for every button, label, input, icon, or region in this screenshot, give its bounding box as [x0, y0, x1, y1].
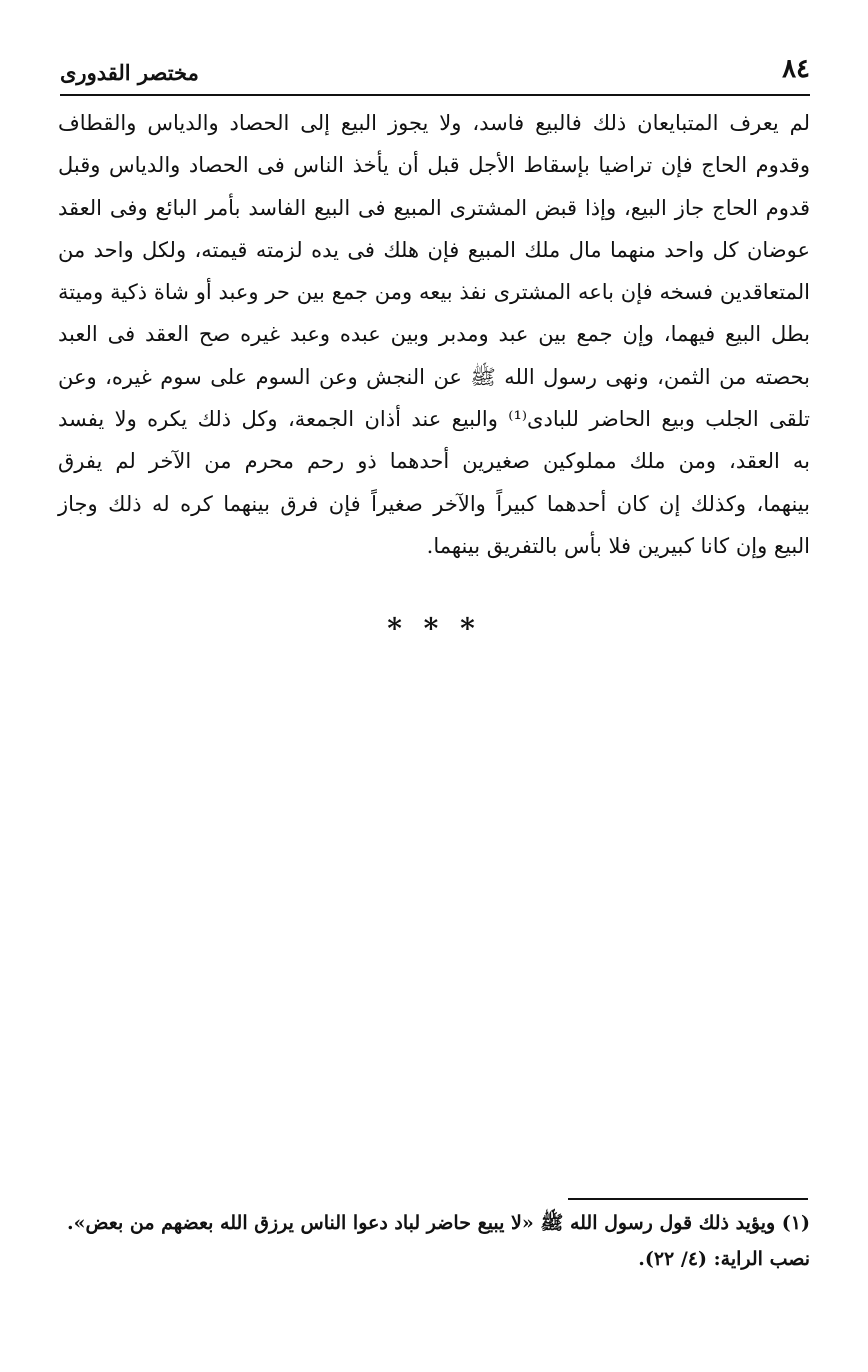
- text-line: بطل البيع فيهما، وإن جمع بين عبد ومدبر وبين عبده وعبد غيره صح العقد فى العبد: [58, 322, 810, 347]
- footnotes: [60, 1205, 810, 1277]
- footnote-line: نصب الراية: (٤/ ٢٢).: [638, 1248, 810, 1270]
- footnote-line: (١) ويؤيد ذلك قول رسول الله ﷺ «لا يبيع حاضر لباد دعوا الناس يرزق الله بعضهم من بعض».: [67, 1212, 810, 1234]
- text-line: به العقد، ومن ملك مملوكين صغيرين أحدهما ذو رحم محرم من الآخر لم يفرق: [58, 449, 810, 474]
- text-line: تلقى الجلب وبيع الحاضر للبادى⁽¹⁾ والبيع عند أذان الجمعة، وكل ذلك يكره ولا يفسد: [58, 407, 810, 432]
- text-line: المتعاقدين فسخه فإن باعه المشترى نفذ بيعه ومن جمع بين حر وعبد أو شاة ذكية وميتة: [58, 280, 810, 305]
- main-text: [58, 102, 810, 567]
- section-separator: * * *: [387, 612, 481, 645]
- text-line: قدوم الحاج جاز البيع، وإذا قبض المشترى المبيع فى البيع الفاسد بأمر البائع وفى العقد: [58, 195, 811, 220]
- text-line: بحصته من الثمن، ونهى رسول الله ﷺ عن النجش وعن السوم على سوم غيره، وعن: [58, 364, 810, 389]
- text-line: البيع وإن كانا كبيرين فلا بأس بالتفريق بينهما.: [426, 533, 810, 558]
- running-title: مختصر القدورى: [60, 60, 199, 85]
- text-line: بينهما، وكذلك إن كان أحدهما كبيراً والآخر صغيراً فإن فرق بينهما كره له ذلك وجاز: [58, 491, 810, 516]
- footnote-divider: [568, 1198, 808, 1200]
- page-number: ٨٤: [782, 54, 810, 84]
- page-header: [60, 52, 810, 96]
- text-line: لم يعرف المتبايعان ذلك فالبيع فاسد، ولا يجوز البيع إلى الحصاد والدياس والقطاف: [58, 111, 810, 135]
- text-line: عوضان كل واحد منهما مال ملك المبيع فإن هلك فى يده لزمته قيمته، ولكل واحد من: [58, 237, 810, 262]
- text-line: وقدوم الحاج فإن تراضيا بإسقاط الأجل قبل أن يأخذ الناس فى الحصاد والدياس وقبل: [58, 153, 810, 178]
